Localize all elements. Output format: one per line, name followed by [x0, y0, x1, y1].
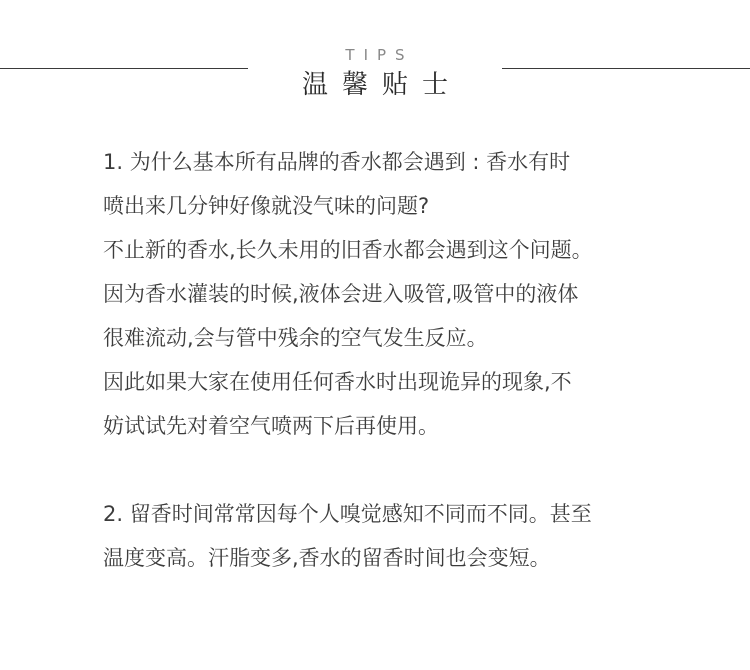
paragraph-line: 妨试试先对着空气喷两下后再使用。	[103, 414, 439, 438]
paragraph-line: 1. 为什么基本所有品牌的香水都会遇到 : 香水有时	[103, 150, 571, 174]
paragraph-line: 因此如果大家在使用任何香水时出现诡异的现象,不	[103, 370, 572, 394]
tip-paragraph-2	[103, 492, 663, 580]
tips-header	[0, 40, 750, 110]
tip-paragraph-1	[103, 140, 663, 448]
section-title: 温馨贴士	[301, 70, 462, 100]
paragraph-line: 2. 留香时间常常因每个人嗅觉感知不同而不同。甚至	[103, 502, 592, 526]
paragraph-line: 很难流动,会与管中残余的空气发生反应。	[103, 326, 488, 350]
tips-content	[103, 140, 663, 580]
paragraph-line: 喷出来几分钟好像就没气味的问题?	[103, 194, 430, 218]
paragraph-line: 不止新的香水,长久未用的旧香水都会遇到这个问题。	[103, 238, 593, 262]
tips-label: TIPS	[345, 46, 414, 64]
paragraph-line: 温度变高。汗脂变多,香水的留香时间也会变短。	[103, 546, 551, 570]
paragraph-line: 因为香水灌装的时候,液体会进入吸管,吸管中的液体	[103, 282, 579, 306]
